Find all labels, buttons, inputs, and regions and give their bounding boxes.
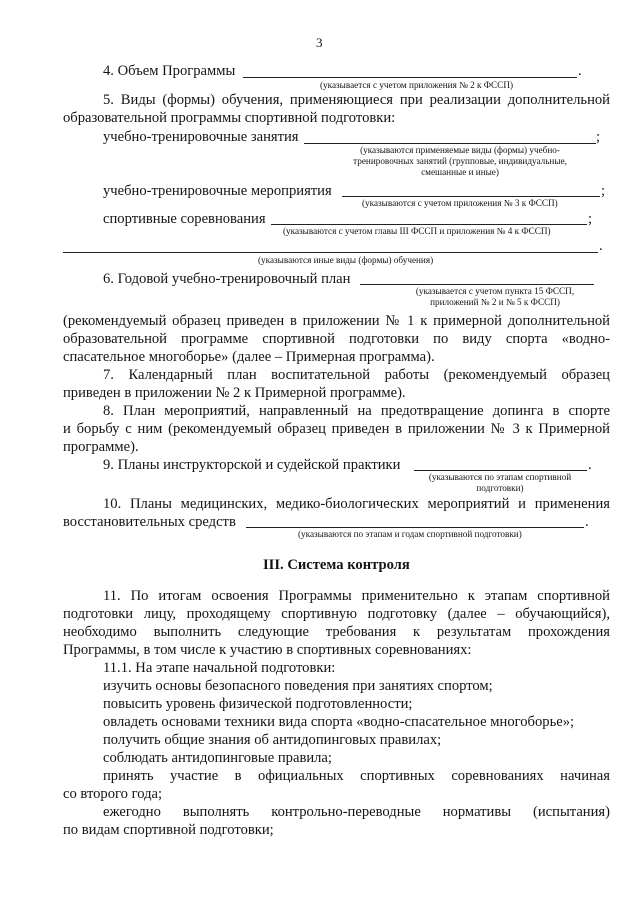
blank-line <box>271 224 587 225</box>
item-10-medical-plans: 10. Планы медицинских, медико-биологических мероприятий и применения <box>103 496 610 512</box>
punct: ; <box>588 211 593 227</box>
list-item: повысить уровень физической подготовленности; <box>103 696 413 712</box>
list-item: изучить основы безопасного поведения при занятиях спортом; <box>103 678 493 694</box>
item-9-practice-plans: 9. Планы инструкторской и судейской практики <box>103 457 401 473</box>
punct: ; <box>601 183 606 199</box>
text-line: образовательной программе спортивной подготовки по виду спорта «водно- <box>63 331 610 347</box>
footnote-hint: смешанные и иные) <box>421 167 499 177</box>
blank-line <box>63 252 598 253</box>
item-5-heading: 5. Виды (формы) обучения, применяющиеся при реализации дополнительной <box>103 92 610 108</box>
punct: . <box>588 457 592 473</box>
competitions-label: спортивные соревнования <box>103 211 266 227</box>
subitem-11-1: 11.1. На этапе начальной подготовки: <box>103 660 336 676</box>
footnote-hint: подготовки) <box>476 483 524 493</box>
text-line: восстановительных средств <box>63 514 236 530</box>
blank-line <box>414 470 587 471</box>
text-line: образовательной программы спортивной подготовки: <box>63 110 396 126</box>
blank-line <box>246 527 584 528</box>
list-item: соблюдать антидопинговые правила; <box>103 750 332 766</box>
blank-line <box>342 196 600 197</box>
footnote-hint: (указываются с учетом главы III ФССП и приложения № 4 к ФССП) <box>283 226 551 236</box>
punct: . <box>585 514 589 530</box>
text-line: Программы, в том числе к участию в спортивных соревнованиях: <box>63 642 472 658</box>
footnote-hint: (указываются применяемые виды (формы) учебно- <box>360 145 560 155</box>
punct: . <box>578 63 582 79</box>
item-8-antidoping-plan: 8. План мероприятий, направленный на предотвращение допинга в спорте <box>103 403 610 419</box>
list-item: овладеть основами техники вида спорта «водно-спасательное многоборье»; <box>103 714 575 730</box>
text-line: необходимо выполнить следующие требования к результатам прохождения <box>63 624 610 640</box>
list-item: получить общие знания об антидопинговых правилах; <box>103 732 442 748</box>
item-7-calendar-plan: 7. Календарный план воспитательной работы (рекомендуемый образец <box>103 367 610 383</box>
list-item: принять участие в официальных спортивных соревнованиях начиная <box>103 768 610 784</box>
footnote-hint: (указывается с учетом пункта 15 ФССП, <box>415 286 575 296</box>
punct: ; <box>596 129 601 145</box>
item-6-annual-plan: 6. Годовой учебно-тренировочный план <box>103 271 351 287</box>
training-events-label: учебно-тренировочные мероприятия <box>103 183 332 199</box>
footnote-hint: (указываются иные виды (формы) обучения) <box>258 255 434 265</box>
punct: . <box>599 238 603 254</box>
text-line: программе). <box>63 439 139 455</box>
footnote-hint: приложений № 2 и № 5 к ФССП) <box>430 297 560 307</box>
footnote-hint: (указывается с учетом приложения № 2 к ФССП) <box>320 80 514 90</box>
footnote-hint: (указываются по этапам спортивной <box>428 472 572 482</box>
blank-line <box>243 77 577 78</box>
text-line: и борьбу с ним (рекомендуемый образец приведен в приложении № 3 к Примерной <box>63 421 610 437</box>
footnote-hint: тренировочных занятий (групповые, индивидуальные, <box>353 156 567 166</box>
section-heading: III. Система контроля <box>263 557 410 573</box>
list-item: ежегодно выполнять контрольно-переводные нормативы (испытания) <box>103 804 610 820</box>
text-line: со второго года; <box>63 786 163 802</box>
training-sessions-label: учебно-тренировочные занятия <box>103 129 299 145</box>
text-line: подготовки лицу, проходящему спортивную подготовку (далее – обучающийся), <box>63 606 610 622</box>
text-line: приведен в приложении № 2 к Примерной программе). <box>63 385 406 401</box>
footnote-hint: (указываются по этапам и годам спортивной подготовки) <box>298 529 522 539</box>
text-line: спасательное многоборье» (далее – Примерная программа). <box>63 349 435 365</box>
footnote-hint: (указываются с учетом приложения № 3 к ФССП) <box>362 198 558 208</box>
page-number: 3 <box>316 35 323 50</box>
blank-line <box>304 143 596 144</box>
item-11-requirements: 11. По итогам освоения Программы применительно к этапам спортивной <box>103 588 610 604</box>
text-line: по видам спортивной подготовки; <box>63 822 274 838</box>
text-line: (рекомендуемый образец приведен в приложении № 1 к примерной дополнительной <box>63 313 610 329</box>
blank-line <box>360 284 594 285</box>
item-4-volume: 4. Объем Программы <box>103 63 236 79</box>
